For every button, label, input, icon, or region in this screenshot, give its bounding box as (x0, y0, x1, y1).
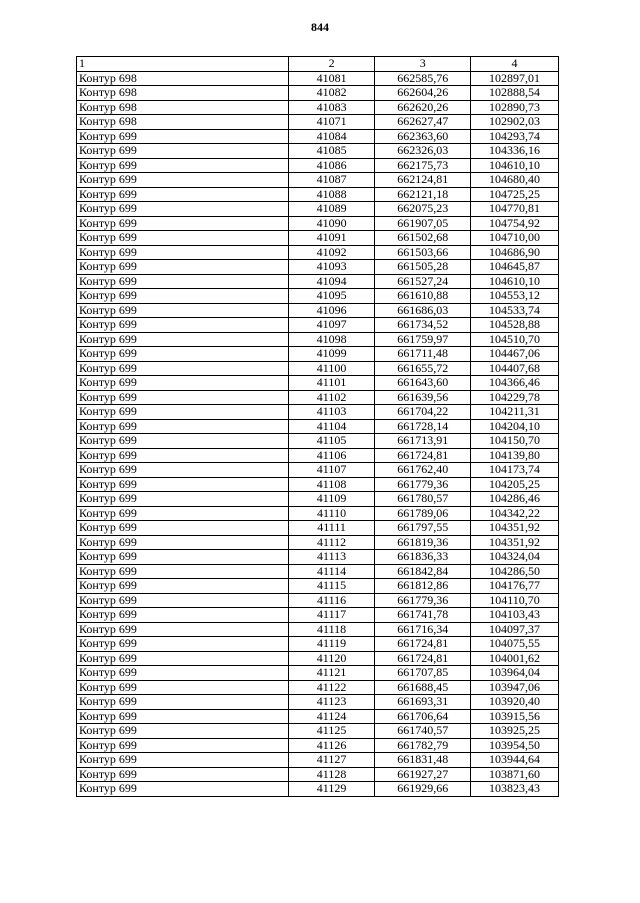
x-coordinate-cell: 661782,79 (375, 738, 471, 753)
y-coordinate-cell: 104407,68 (470, 361, 558, 376)
x-coordinate-cell: 661693,31 (375, 695, 471, 710)
y-coordinate-cell: 104103,43 (470, 608, 558, 623)
table-row (77, 506, 559, 521)
point-number-cell: 41106 (288, 448, 375, 463)
table-row (77, 129, 559, 144)
x-coordinate-cell: 661724,81 (375, 448, 471, 463)
point-number-cell: 41095 (288, 289, 375, 304)
table-row (77, 448, 559, 463)
y-coordinate-cell: 104610,10 (470, 274, 558, 289)
point-number-cell: 41122 (288, 680, 375, 695)
y-coordinate-cell: 104725,25 (470, 187, 558, 202)
contour-name-cell: Контур 699 (77, 448, 289, 463)
point-number-cell: 41088 (288, 187, 375, 202)
y-coordinate-cell: 104139,80 (470, 448, 558, 463)
contour-name-cell: Контур 699 (77, 361, 289, 376)
contour-name-cell: Контур 699 (77, 318, 289, 333)
contour-name-cell: Контур 699 (77, 709, 289, 724)
y-coordinate-cell: 103915,56 (470, 709, 558, 724)
contour-name-cell: Контур 699 (77, 202, 289, 217)
point-number-cell: 41071 (288, 115, 375, 130)
contour-name-cell: Контур 698 (77, 100, 289, 115)
x-coordinate-cell: 661927,27 (375, 767, 471, 782)
table-row (77, 115, 559, 130)
point-number-cell: 41093 (288, 260, 375, 275)
contour-name-cell: Контур 699 (77, 231, 289, 246)
y-coordinate-cell: 104342,22 (470, 506, 558, 521)
table-header-row (77, 57, 559, 72)
point-number-cell: 41121 (288, 666, 375, 681)
x-coordinate-cell: 661741,78 (375, 608, 471, 623)
contour-name-cell: Контур 699 (77, 173, 289, 188)
contour-name-cell: Контур 699 (77, 419, 289, 434)
table-row (77, 608, 559, 623)
x-coordinate-cell: 662326,03 (375, 144, 471, 159)
y-coordinate-cell: 104351,92 (470, 535, 558, 550)
point-number-cell: 41116 (288, 593, 375, 608)
point-number-cell: 41100 (288, 361, 375, 376)
y-coordinate-cell: 104324,04 (470, 550, 558, 565)
table-row (77, 535, 559, 550)
y-coordinate-cell: 104528,88 (470, 318, 558, 333)
y-coordinate-cell: 104710,00 (470, 231, 558, 246)
table-row (77, 666, 559, 681)
contour-name-cell: Контур 699 (77, 144, 289, 159)
table-row (77, 71, 559, 86)
table-row (77, 202, 559, 217)
x-coordinate-cell: 661779,36 (375, 593, 471, 608)
table-row (77, 158, 559, 173)
x-coordinate-cell: 661724,81 (375, 637, 471, 652)
x-coordinate-cell: 662124,81 (375, 173, 471, 188)
point-number-cell: 41092 (288, 245, 375, 260)
x-coordinate-cell: 661713,91 (375, 434, 471, 449)
y-coordinate-cell: 104211,31 (470, 405, 558, 420)
table-row (77, 550, 559, 565)
y-coordinate-cell: 104286,46 (470, 492, 558, 507)
contour-name-cell: Контур 699 (77, 695, 289, 710)
table-row (77, 651, 559, 666)
x-coordinate-cell: 662075,23 (375, 202, 471, 217)
point-number-cell: 41081 (288, 71, 375, 86)
point-number-cell: 41082 (288, 86, 375, 101)
x-coordinate-cell: 661639,56 (375, 390, 471, 405)
table-row (77, 434, 559, 449)
point-number-cell: 41105 (288, 434, 375, 449)
x-coordinate-cell: 661643,60 (375, 376, 471, 391)
point-number-cell: 41123 (288, 695, 375, 710)
contour-name-cell: Контур 699 (77, 187, 289, 202)
y-coordinate-cell: 104097,37 (470, 622, 558, 637)
point-number-cell: 41109 (288, 492, 375, 507)
x-coordinate-cell: 661610,88 (375, 289, 471, 304)
y-coordinate-cell: 102888,54 (470, 86, 558, 101)
y-coordinate-cell: 102890,73 (470, 100, 558, 115)
contour-name-cell: Контур 699 (77, 129, 289, 144)
x-coordinate-cell: 661734,52 (375, 318, 471, 333)
y-coordinate-cell: 103925,25 (470, 724, 558, 739)
y-coordinate-cell: 103964,04 (470, 666, 558, 681)
contour-name-cell: Контур 699 (77, 332, 289, 347)
table-row (77, 231, 559, 246)
point-number-cell: 41115 (288, 579, 375, 594)
point-number-cell: 41102 (288, 390, 375, 405)
contour-name-cell: Контур 699 (77, 521, 289, 536)
y-coordinate-cell: 104686,90 (470, 245, 558, 260)
y-coordinate-cell: 104754,92 (470, 216, 558, 231)
column-header-1: 1 (77, 57, 289, 72)
x-coordinate-cell: 661907,05 (375, 216, 471, 231)
x-coordinate-cell: 661779,36 (375, 477, 471, 492)
x-coordinate-cell: 661505,28 (375, 260, 471, 275)
table-row (77, 173, 559, 188)
y-coordinate-cell: 104770,81 (470, 202, 558, 217)
contour-name-cell: Контур 699 (77, 303, 289, 318)
table-row (77, 738, 559, 753)
x-coordinate-cell: 662585,76 (375, 71, 471, 86)
table-row (77, 564, 559, 579)
y-coordinate-cell: 104645,87 (470, 260, 558, 275)
table-body (77, 71, 559, 796)
x-coordinate-cell: 662604,26 (375, 86, 471, 101)
contour-name-cell: Контур 699 (77, 579, 289, 594)
x-coordinate-cell: 661706,64 (375, 709, 471, 724)
contour-name-cell: Контур 699 (77, 535, 289, 550)
x-coordinate-cell: 661711,48 (375, 347, 471, 362)
contour-name-cell: Контур 698 (77, 71, 289, 86)
y-coordinate-cell: 104336,16 (470, 144, 558, 159)
table-row (77, 622, 559, 637)
y-coordinate-cell: 104610,10 (470, 158, 558, 173)
table-row (77, 477, 559, 492)
contour-name-cell: Контур 699 (77, 463, 289, 478)
table-row (77, 579, 559, 594)
y-coordinate-cell: 104680,40 (470, 173, 558, 188)
point-number-cell: 41099 (288, 347, 375, 362)
contour-name-cell: Контур 699 (77, 376, 289, 391)
table-row (77, 86, 559, 101)
y-coordinate-cell: 104229,78 (470, 390, 558, 405)
x-coordinate-cell: 662175,73 (375, 158, 471, 173)
table-row (77, 593, 559, 608)
contour-name-cell: Контур 699 (77, 608, 289, 623)
y-coordinate-cell: 104293,74 (470, 129, 558, 144)
x-coordinate-cell: 661655,72 (375, 361, 471, 376)
table-row (77, 318, 559, 333)
y-coordinate-cell: 104366,46 (470, 376, 558, 391)
table-row (77, 274, 559, 289)
x-coordinate-cell: 661929,66 (375, 782, 471, 797)
x-coordinate-cell: 661688,45 (375, 680, 471, 695)
contour-name-cell: Контур 699 (77, 506, 289, 521)
y-coordinate-cell: 104150,70 (470, 434, 558, 449)
y-coordinate-cell: 103920,40 (470, 695, 558, 710)
point-number-cell: 41128 (288, 767, 375, 782)
x-coordinate-cell: 661728,14 (375, 419, 471, 434)
contour-name-cell: Контур 699 (77, 347, 289, 362)
x-coordinate-cell: 661686,03 (375, 303, 471, 318)
point-number-cell: 41112 (288, 535, 375, 550)
contour-name-cell: Контур 699 (77, 782, 289, 797)
contour-name-cell: Контур 699 (77, 593, 289, 608)
point-number-cell: 41101 (288, 376, 375, 391)
point-number-cell: 41087 (288, 173, 375, 188)
point-number-cell: 41086 (288, 158, 375, 173)
table-row (77, 463, 559, 478)
point-number-cell: 41090 (288, 216, 375, 231)
y-coordinate-cell: 104204,10 (470, 419, 558, 434)
point-number-cell: 41089 (288, 202, 375, 217)
x-coordinate-cell: 662627,47 (375, 115, 471, 130)
point-number-cell: 41118 (288, 622, 375, 637)
contour-name-cell: Контур 699 (77, 637, 289, 652)
y-coordinate-cell: 104176,77 (470, 579, 558, 594)
x-coordinate-cell: 661789,06 (375, 506, 471, 521)
point-number-cell: 41111 (288, 521, 375, 536)
table-row (77, 492, 559, 507)
y-coordinate-cell: 102902,03 (470, 115, 558, 130)
table-row (77, 695, 559, 710)
y-coordinate-cell: 104553,12 (470, 289, 558, 304)
point-number-cell: 41113 (288, 550, 375, 565)
table-row (77, 767, 559, 782)
point-number-cell: 41124 (288, 709, 375, 724)
x-coordinate-cell: 661842,84 (375, 564, 471, 579)
point-number-cell: 41091 (288, 231, 375, 246)
x-coordinate-cell: 661812,86 (375, 579, 471, 594)
contour-name-cell: Контур 699 (77, 767, 289, 782)
y-coordinate-cell: 103954,50 (470, 738, 558, 753)
x-coordinate-cell: 661704,22 (375, 405, 471, 420)
y-coordinate-cell: 104510,70 (470, 332, 558, 347)
table-row (77, 390, 559, 405)
x-coordinate-cell: 661724,81 (375, 651, 471, 666)
point-number-cell: 41120 (288, 651, 375, 666)
point-number-cell: 41125 (288, 724, 375, 739)
point-number-cell: 41083 (288, 100, 375, 115)
y-coordinate-cell: 104467,06 (470, 347, 558, 362)
y-coordinate-cell: 104533,74 (470, 303, 558, 318)
table-row (77, 782, 559, 797)
point-number-cell: 41127 (288, 753, 375, 768)
table-row (77, 419, 559, 434)
x-coordinate-cell: 661759,97 (375, 332, 471, 347)
page-number: 844 (311, 20, 329, 34)
table-row (77, 709, 559, 724)
point-number-cell: 41126 (288, 738, 375, 753)
table-row (77, 753, 559, 768)
point-number-cell: 41114 (288, 564, 375, 579)
x-coordinate-cell: 661502,68 (375, 231, 471, 246)
contour-name-cell: Контур 699 (77, 434, 289, 449)
table-row (77, 303, 559, 318)
y-coordinate-cell: 104205,25 (470, 477, 558, 492)
contour-name-cell: Контур 699 (77, 564, 289, 579)
table-row (77, 144, 559, 159)
x-coordinate-cell: 662620,26 (375, 100, 471, 115)
table-row (77, 245, 559, 260)
contour-name-cell: Контур 699 (77, 274, 289, 289)
contour-name-cell: Контур 699 (77, 405, 289, 420)
y-coordinate-cell: 104001,62 (470, 651, 558, 666)
column-header-4: 4 (470, 57, 558, 72)
table-row (77, 637, 559, 652)
table-row (77, 100, 559, 115)
y-coordinate-cell: 102897,01 (470, 71, 558, 86)
point-number-cell: 41103 (288, 405, 375, 420)
y-coordinate-cell: 104110,70 (470, 593, 558, 608)
x-coordinate-cell: 662121,18 (375, 187, 471, 202)
x-coordinate-cell: 661797,55 (375, 521, 471, 536)
contour-name-cell: Контур 699 (77, 390, 289, 405)
table-row (77, 347, 559, 362)
contour-name-cell: Контур 699 (77, 724, 289, 739)
point-number-cell: 41108 (288, 477, 375, 492)
x-coordinate-cell: 661780,57 (375, 492, 471, 507)
contour-name-cell: Контур 699 (77, 477, 289, 492)
point-number-cell: 41119 (288, 637, 375, 652)
table-row (77, 405, 559, 420)
point-number-cell: 41129 (288, 782, 375, 797)
table-row (77, 260, 559, 275)
contour-name-cell: Контур 699 (77, 158, 289, 173)
x-coordinate-cell: 661819,36 (375, 535, 471, 550)
contour-name-cell: Контур 699 (77, 651, 289, 666)
y-coordinate-cell: 104075,55 (470, 637, 558, 652)
point-number-cell: 41098 (288, 332, 375, 347)
x-coordinate-cell: 661831,48 (375, 753, 471, 768)
point-number-cell: 41094 (288, 274, 375, 289)
table-row (77, 332, 559, 347)
contour-name-cell: Контур 699 (77, 550, 289, 565)
contour-name-cell: Контур 699 (77, 738, 289, 753)
table-row (77, 289, 559, 304)
table-row (77, 724, 559, 739)
column-header-3: 3 (375, 57, 471, 72)
table-row (77, 521, 559, 536)
point-number-cell: 41096 (288, 303, 375, 318)
table-row (77, 216, 559, 231)
y-coordinate-cell: 104351,92 (470, 521, 558, 536)
table-row (77, 187, 559, 202)
point-number-cell: 41097 (288, 318, 375, 333)
point-number-cell: 41117 (288, 608, 375, 623)
x-coordinate-cell: 661707,85 (375, 666, 471, 681)
x-coordinate-cell: 661503,66 (375, 245, 471, 260)
x-coordinate-cell: 661527,24 (375, 274, 471, 289)
contour-name-cell: Контур 698 (77, 86, 289, 101)
contour-name-cell: Контур 699 (77, 680, 289, 695)
table-row (77, 376, 559, 391)
column-header-2: 2 (288, 57, 375, 72)
point-number-cell: 41104 (288, 419, 375, 434)
contour-name-cell: Контур 699 (77, 260, 289, 275)
contour-name-cell: Контур 699 (77, 289, 289, 304)
contour-name-cell: Контур 699 (77, 622, 289, 637)
table-row (77, 361, 559, 376)
y-coordinate-cell: 104286,50 (470, 564, 558, 579)
x-coordinate-cell: 661740,57 (375, 724, 471, 739)
y-coordinate-cell: 103823,43 (470, 782, 558, 797)
x-coordinate-cell: 662363,60 (375, 129, 471, 144)
x-coordinate-cell: 661836,33 (375, 550, 471, 565)
contour-name-cell: Контур 699 (77, 753, 289, 768)
y-coordinate-cell: 103944,64 (470, 753, 558, 768)
point-number-cell: 41107 (288, 463, 375, 478)
contour-name-cell: Контур 699 (77, 216, 289, 231)
coordinates-table (76, 56, 559, 797)
table-row (77, 680, 559, 695)
point-number-cell: 41110 (288, 506, 375, 521)
point-number-cell: 41085 (288, 144, 375, 159)
x-coordinate-cell: 661762,40 (375, 463, 471, 478)
point-number-cell: 41084 (288, 129, 375, 144)
contour-name-cell: Контур 699 (77, 245, 289, 260)
y-coordinate-cell: 103871,60 (470, 767, 558, 782)
x-coordinate-cell: 661716,34 (375, 622, 471, 637)
contour-name-cell: Контур 699 (77, 666, 289, 681)
contour-name-cell: Контур 699 (77, 492, 289, 507)
y-coordinate-cell: 103947,06 (470, 680, 558, 695)
y-coordinate-cell: 104173,74 (470, 463, 558, 478)
contour-name-cell: Контур 698 (77, 115, 289, 130)
